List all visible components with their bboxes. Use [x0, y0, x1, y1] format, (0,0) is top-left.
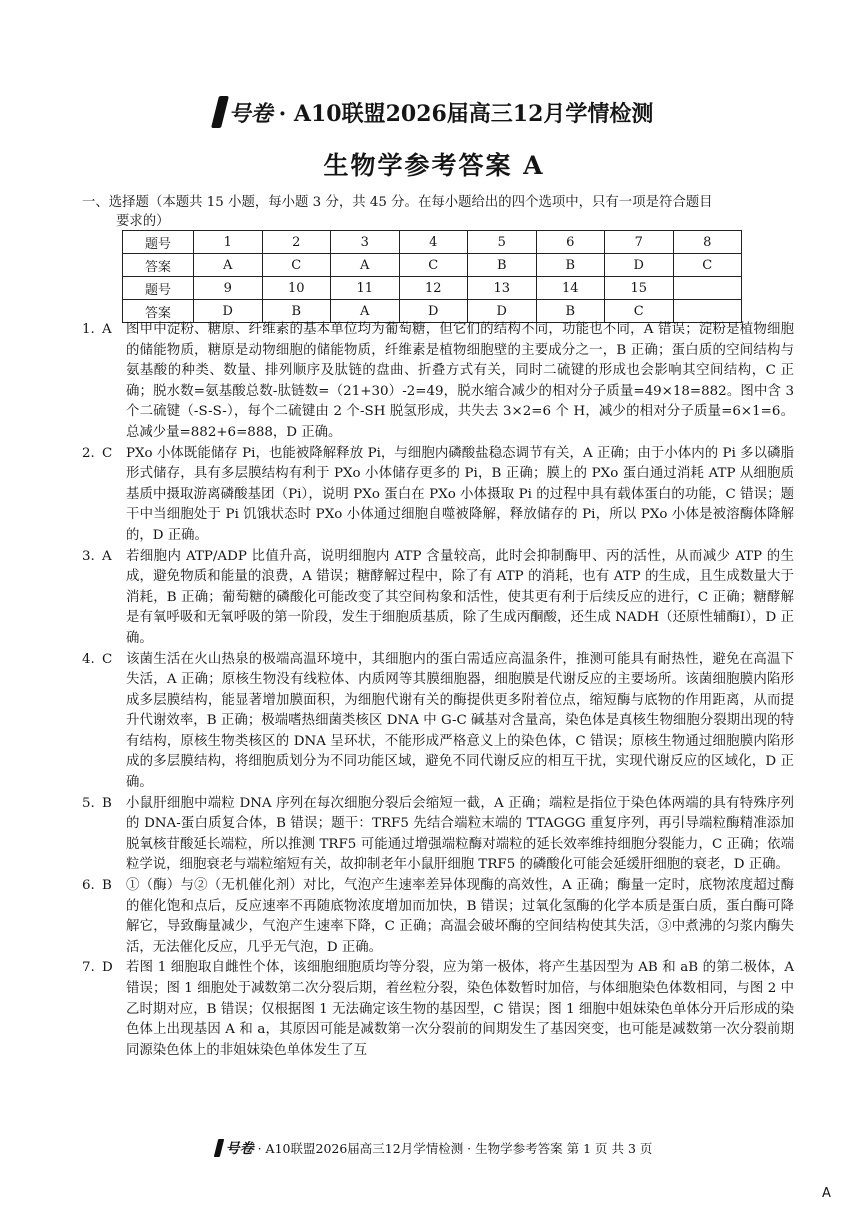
- explanation-item: [82, 794, 794, 876]
- table-cell: D: [194, 300, 263, 323]
- table-cell: C: [262, 254, 331, 277]
- item-number: 2.: [82, 445, 95, 461]
- table-cell: 1: [194, 231, 263, 254]
- exam-title-text: · A10联盟2026届高三12月学情检测: [278, 100, 654, 127]
- item-text: PXo 小体既能储存 Pi，也能被降解释放 Pi，与细胞内磷酸盐稳态调节有关，A 正确；由于小体内的 Pi 多以磷脂形式储存，具有多层膜结构有利于 PXo 小体储存更多的 Pi，B 正确；膜上的 PXo 蛋白通过消耗 ATP 从细胞质基质中摄取游离磷酸基团（Pi），说明 PXo 蛋白在 PXo 小体摄取 Pi 的过程中具有载体蛋白的功能，C 错误；题干中当细胞处于 Pi 饥饿状态时 PXo 小体通过细胞自噬被降解，释放储存的 Pi，所以 PXo 小体是被溶酶体降解的，D 正确。: [126, 445, 794, 543]
- table-cell: 6: [536, 231, 605, 254]
- table-cell: 2: [262, 231, 331, 254]
- table-cell: C: [399, 254, 468, 277]
- table-row: [123, 277, 742, 300]
- item-number: 4.: [82, 651, 95, 667]
- table-cell: 3: [331, 231, 400, 254]
- section-heading: [82, 193, 792, 231]
- row-label-ans: 答案: [123, 254, 194, 277]
- item-text: 该菌生活在火山热泉的极端高温环境中，其细胞内的蛋白需适应高温条件，推测可能具有耐热性，避免在高温下失活，A 正确；原核生物没有线粒体、内质网等其膜细胞器，细胞膜是代谢反应的主要场所。该菌细胞膜内陷形成多层膜结构，能显著增加膜面积，为细胞代谢有关的酶提供更多附着位点，缩短酶与底物的作用距离，从而提升代谢效率，B 正确；极端嗜热细菌类核区 DNA 中 G-C 碱基对含量高，染色体是真核生物细胞分裂期出现的特有结构，原核生物类核区的 DNA 呈环状，不能形成严格意义上的染色体，C 错误；原核生物通过细胞膜内陷形成的多层膜结构，将细胞质划分为不同功能区域，避免不同代谢反应的相互干扰，实现代谢反应的区域化，D 正确。: [126, 651, 794, 791]
- table-cell: A: [331, 254, 400, 277]
- item-number: 3.: [82, 548, 95, 564]
- explanation-item: [82, 547, 794, 650]
- item-text: 图甲中淀粉、糖原、纤维素的基本单位均为葡萄糖，但它们的结构不同，功能也不同，A 错误；淀粉是植物细胞的储能物质，糖原是动物细胞的储能物质，纤维素是植物细胞壁的主要成分之一，B 正确；蛋白质的空间结构与氨基酸的种类、数量、排列顺序及肽链的盘曲、折叠方式有关，同时二硫键的形成也会影响其空间结构，C 正确；脱水数=氨基酸总数-肽链数=（21+30）-2=49，脱水缩合减少的相对分子质量=49×18=882。图中含 3 个二硫键（-S-S-），每个二硫键由 2 个-SH 脱氢形成，共失去 3×2=6 个 H，减少的相对分子质量=6×1=6。总减少量=882+6=888，D 正确。: [126, 322, 794, 440]
- item-answer: B: [102, 795, 112, 811]
- table-cell: 12: [399, 277, 468, 300]
- footer-brand-mark-icon: [213, 1139, 223, 1157]
- row-label-ans: 答案: [123, 300, 194, 323]
- table-cell: 13: [468, 277, 537, 300]
- table-row: [123, 254, 742, 277]
- table-cell: B: [536, 300, 605, 323]
- table-cell: B: [468, 254, 537, 277]
- table-cell: 10: [262, 277, 331, 300]
- row-label-num: 题号: [123, 231, 194, 254]
- item-answer: C: [102, 651, 113, 667]
- item-answer: C: [102, 445, 113, 461]
- footer-line: [216, 1138, 653, 1158]
- table-cell: 7: [605, 231, 674, 254]
- corner-version-mark: A: [822, 1186, 831, 1201]
- brand-logo-text: 号卷: [228, 100, 273, 127]
- section-heading-line2: 要求的）: [116, 214, 170, 229]
- explanation-item: [82, 958, 794, 1061]
- item-answer: B: [102, 878, 112, 894]
- table-cell: 8: [673, 231, 742, 254]
- table-cell: B: [262, 300, 331, 323]
- page-subtitle: 生物学参考答案 A: [323, 151, 545, 180]
- item-text: 小鼠肝细胞中端粒 DNA 序列在每次细胞分裂后会缩短一截，A 正确；端粒是指位于染色体两端的具有特殊序列的 DNA-蛋白质复合体，B 错误；题干：TRF5 先结合端粒末端的 TTAGGG 重复序列，再引导端粒酶精准添加脱氧核苷酸延长端粒，所以推测 TRF5 可能通过增强端粒酶对端粒的延长效率维持细胞分裂能力，C 正确；依端粒学说，细胞衰老与端粒缩短有关，故抑制老年小鼠肝细胞 TRF5 的磷酸化可能会延缓肝细胞的衰老，D 正确。: [126, 795, 794, 873]
- footer-text: · A10联盟2026届高三12月学情检测 · 生物学参考答案 第 1 页 共 3 页: [257, 1141, 653, 1156]
- table-cell: D: [468, 300, 537, 323]
- table-row: [123, 231, 742, 254]
- table-cell: 4: [399, 231, 468, 254]
- table-cell: B: [536, 254, 605, 277]
- explanation-item: [82, 444, 794, 547]
- explanation-list: [82, 320, 794, 1061]
- table-cell: 14: [536, 277, 605, 300]
- item-text: ①（酶）与②（无机催化剂）对比，气泡产生速率差异体现酶的高效性，A 正确；酶量一定时，底物浓度超过酶的催化饱和点后，反应速率不再随底物浓度增加而加快，B 错误；过氧化氢酶的化学本质是蛋白质，蛋白酶可降解它，导致酶量减少，气泡产生速率下降，C 正确；高温会破坏酶的空间结构使其失活，③中煮沸的匀浆内酶失活，无法催化反应，几乎无气泡，D 正确。: [126, 878, 794, 955]
- table-cell: 9: [194, 277, 263, 300]
- table-cell: A: [331, 300, 400, 323]
- item-text: 若细胞内 ATP/ADP 比值升高，说明细胞内 ATP 含量较高，此时会抑制酶甲、丙的活性，从而减少 ATP 的生成，避免物质和能量的浪费，A 错误；糖酵解过程中，除了有 ATP 的消耗，也有 ATP 的生成，且生成数量大于消耗，B 正确；葡萄糖的磷酸化可能改变了其空间构象和活性，使其更有利于后续反应的进行，C 正确；糖酵解是有氧呼吸和无氧呼吸的第一阶段，发生于细胞质基质，除了生成丙酮酸，还生成 NADH（还原性辅酶Ⅰ），D 正确。: [126, 548, 794, 646]
- explanation-item: [82, 876, 794, 958]
- explanation-item: [82, 650, 794, 794]
- table-cell: A: [194, 254, 263, 277]
- exam-title: [215, 96, 654, 128]
- table-cell: 5: [468, 231, 537, 254]
- item-answer: A: [102, 548, 112, 564]
- item-text: 若图 1 细胞取自雌性个体，该细胞细胞质均等分裂，应为第一极体，将产生基因型为 AB 和 aB 的第二极体，A 错误；图 1 细胞处于减数第二次分裂后期，着丝粒分裂，染色体数暂时加倍，与体细胞染色体数相同，与图 2 中乙时期对应，B 错误；仅根据图 1 无法确定该生物的基因型，C 错误；图 1 细胞中姐妹染色单体分开后形成的染色体上出现基因 A 和 a，其原因可能是减数第一次分裂前的间期发生了基因突变，也可能是减数第一次分裂前期同源染色体上的非姐妹染色单体发生了互: [126, 960, 794, 1058]
- item-number: 1.: [82, 322, 95, 337]
- section-heading-line1: 一、选择题（本题共 15 小题，每小题 3 分，共 45 分。在每小题给出的四个选项中，只有一项是符合题目: [82, 195, 713, 210]
- table-cell: [673, 277, 742, 300]
- item-number: 5.: [82, 795, 95, 811]
- page-footer: [0, 1138, 868, 1160]
- item-answer: A: [102, 322, 112, 337]
- brand-mark-icon: [211, 96, 229, 128]
- table-cell: C: [673, 254, 742, 277]
- item-number: 6.: [82, 878, 95, 894]
- row-label-num: 题号: [123, 277, 194, 300]
- table-cell: D: [399, 300, 468, 323]
- table-cell: 11: [331, 277, 400, 300]
- table-cell: D: [605, 254, 674, 277]
- footer-logo-text: 号卷: [225, 1141, 254, 1157]
- answer-table: [122, 230, 742, 323]
- item-answer: D: [102, 960, 113, 976]
- item-number: 7.: [82, 960, 95, 976]
- table-cell: C: [605, 300, 674, 323]
- brand-logo: [215, 96, 273, 128]
- explanation-item: [82, 320, 794, 444]
- page-header: [0, 96, 868, 182]
- table-cell: 15: [605, 277, 674, 300]
